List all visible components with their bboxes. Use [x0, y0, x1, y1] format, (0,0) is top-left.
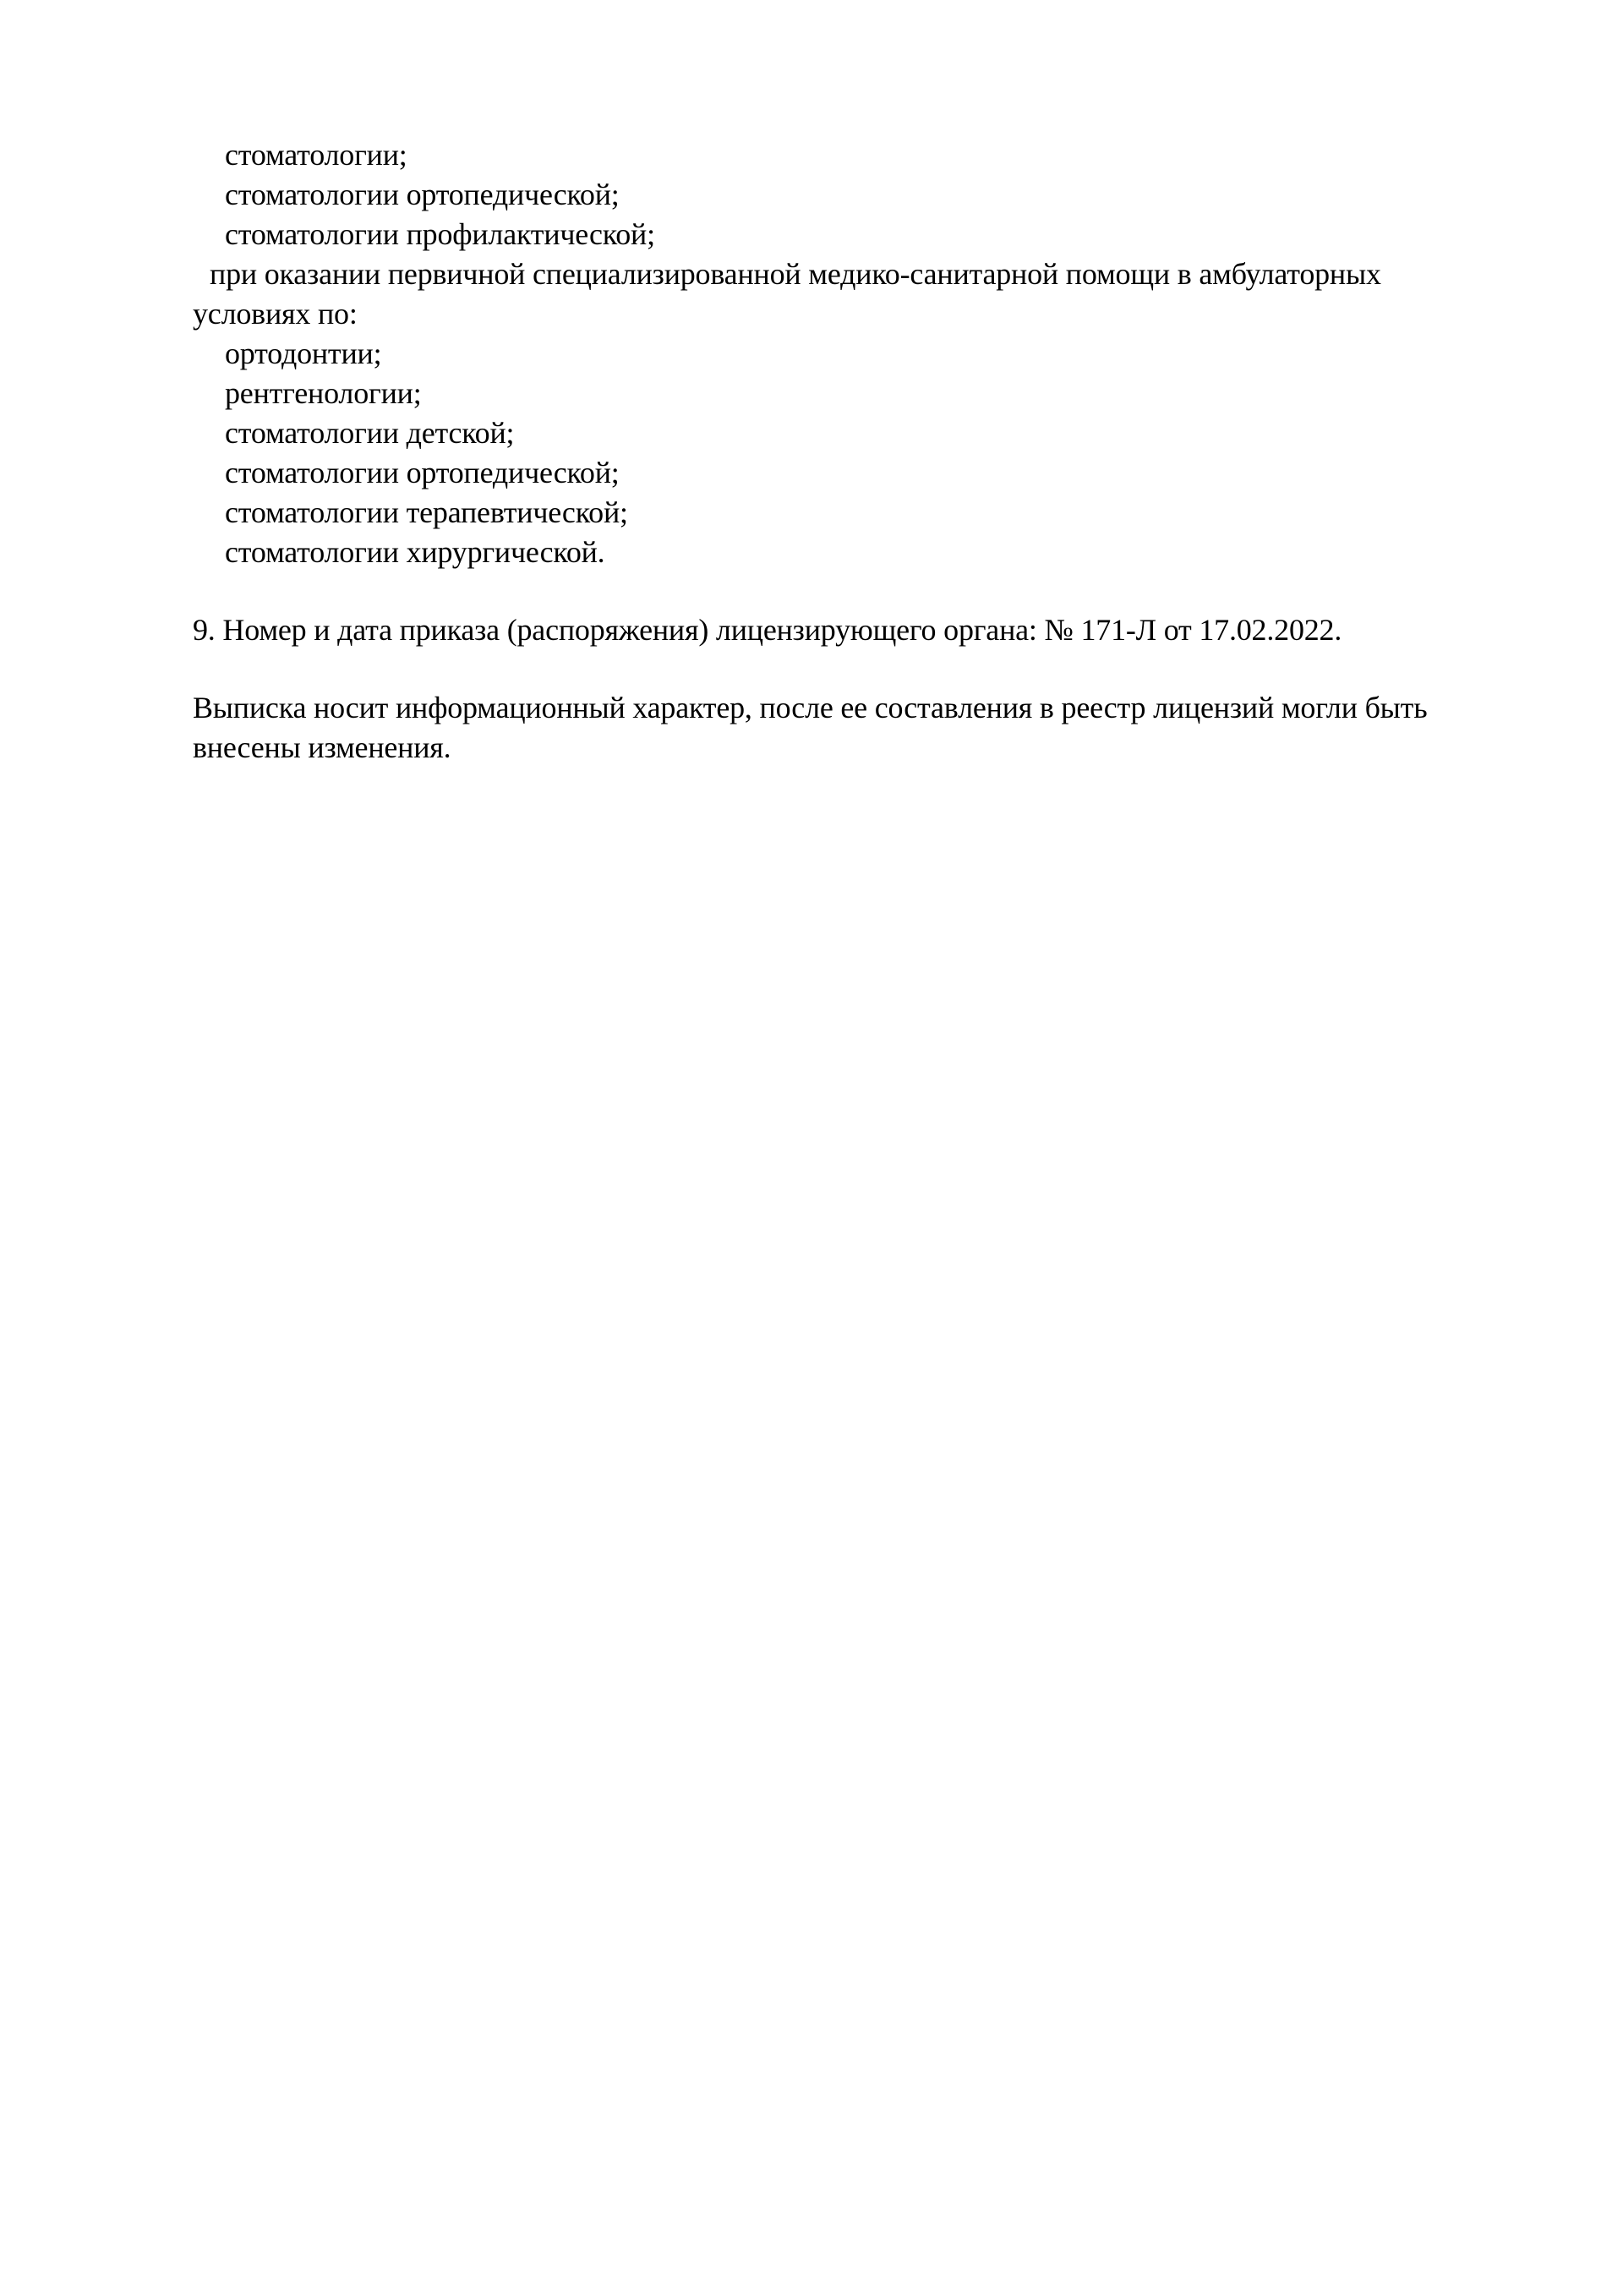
list-item: стоматологии ортопедической;	[225, 456, 620, 489]
spacer	[193, 572, 1545, 610]
list-item: стоматологии ортопедической;	[225, 178, 620, 211]
list-item: стоматологии детской;	[225, 416, 515, 450]
spacer	[193, 650, 1545, 688]
note-line: внесены изменения.	[193, 730, 451, 764]
list-item: стоматологии профилактической;	[225, 217, 655, 251]
paragraph-line: условиях по:	[193, 297, 358, 331]
list-item: стоматологии хирургической.	[225, 535, 605, 569]
paragraph-line: при оказании первичной специализированной медико-санитарной помощи в амбулаторных	[210, 257, 1381, 291]
list-item: рентгенологии;	[225, 376, 422, 410]
list-item: стоматологии терапевтической;	[225, 495, 628, 529]
document-body	[193, 135, 1545, 768]
list-item: стоматологии;	[225, 138, 407, 172]
item-9-order: 9. Номер и дата приказа (распоряжения) лицензирующего органа: № 171-Л от 17.02.2022.	[193, 613, 1342, 647]
note-line: Выписка носит информационный характер, после ее составления в реестр лицензий могли быть	[193, 691, 1428, 724]
list-item: ортодонтии;	[225, 336, 382, 370]
